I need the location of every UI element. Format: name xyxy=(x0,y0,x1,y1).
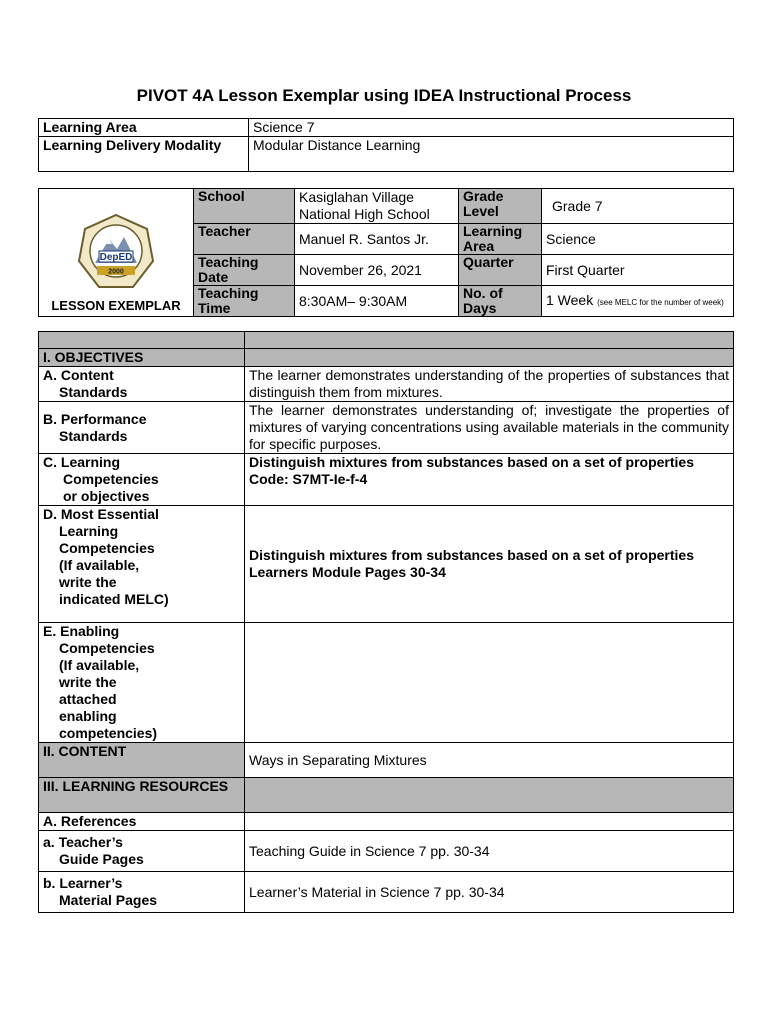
time-value: 8:30AM– 9:30AM xyxy=(295,286,459,317)
competencies-value: Distinguish mixtures from substances based on a set of properties Code: S7MT-Ie-f-4 xyxy=(245,454,734,506)
performance-standards-value: The learner demonstrates understanding of; investigate the properties of mixtures of varying concentrations using available materials in the community for specific purposes. xyxy=(245,402,734,454)
grade-value: Grade 7 xyxy=(542,189,734,224)
school-label: School xyxy=(194,189,295,224)
header-table xyxy=(38,118,734,172)
lesson-plan-table xyxy=(38,331,734,913)
date-value: November 26, 2021 xyxy=(295,255,459,286)
melc-label: D. Most Essential Learning Competencies (If available, write the indicated MELC) xyxy=(39,506,245,623)
content-standards-value: The learner demonstrates understanding of the properties of substances that distinguish them from mixtures. xyxy=(245,367,734,402)
blank-header xyxy=(39,332,245,349)
area-label: Learning Area xyxy=(459,224,542,255)
content-standards-label: A. Content Standards xyxy=(39,367,245,402)
days-note: (see MELC for the number of week) xyxy=(597,297,724,307)
performance-standards-label: B. Performance Standards xyxy=(39,402,245,454)
days-cell xyxy=(542,286,734,317)
svg-text:DepED: DepED xyxy=(99,252,133,263)
learners-material-label: b. Learner’s Material Pages xyxy=(39,872,245,913)
time-label: Teaching Time xyxy=(194,286,295,317)
content-heading: II. CONTENT xyxy=(39,743,245,778)
competencies-label: C. Learning Competencies or objectives xyxy=(39,454,245,506)
modality-label: Learning Delivery Modality xyxy=(39,137,249,172)
info-table xyxy=(38,188,734,317)
references-label: A. References xyxy=(39,813,245,831)
date-label: Teaching Date xyxy=(194,255,295,286)
learning-area-value: Science 7 xyxy=(249,119,734,137)
melc-value: Distinguish mixtures from substances based on a set of properties Learners Module Pages 30-34 xyxy=(245,506,734,623)
objectives-heading-fill xyxy=(245,349,734,367)
area-value: Science xyxy=(542,224,734,255)
teacher-label: Teacher xyxy=(194,224,295,255)
resources-heading: III. LEARNING RESOURCES xyxy=(39,778,245,813)
grade-label: Grade Level xyxy=(459,189,542,224)
objectives-heading: I. OBJECTIVES xyxy=(39,349,245,367)
svg-text:2000: 2000 xyxy=(108,268,124,276)
deped-seal-icon xyxy=(77,213,155,291)
teacher-value: Manuel R. Santos Jr. xyxy=(295,224,459,255)
logo-cell xyxy=(39,189,194,317)
teachers-guide-value: Teaching Guide in Science 7 pp. 30-34 xyxy=(245,831,734,872)
enabling-label: E. Enabling Competencies (If available, write the attached enabling competencies) xyxy=(39,623,245,743)
teachers-guide-label: a. Teacher’s Guide Pages xyxy=(39,831,245,872)
resources-heading-fill xyxy=(245,778,734,813)
days-label: No. of Days xyxy=(459,286,542,317)
content-value: Ways in Separating Mixtures xyxy=(245,743,734,778)
enabling-value xyxy=(245,623,734,743)
page-title: PIVOT 4A Lesson Exemplar using IDEA Instructional Process xyxy=(136,86,632,105)
logo-caption: LESSON EXEMPLAR xyxy=(51,298,181,313)
quarter-value: First Quarter xyxy=(542,255,734,286)
quarter-label: Quarter xyxy=(459,255,542,286)
references-value xyxy=(245,813,734,831)
learning-area-label: Learning Area xyxy=(39,119,249,137)
learners-material-value: Learner’s Material in Science 7 pp. 30-34 xyxy=(245,872,734,913)
days-value: 1 Week xyxy=(546,291,594,308)
school-value: Kasiglahan Village National High School xyxy=(295,189,459,224)
blank-header-2 xyxy=(245,332,734,349)
modality-value: Modular Distance Learning xyxy=(249,137,734,172)
